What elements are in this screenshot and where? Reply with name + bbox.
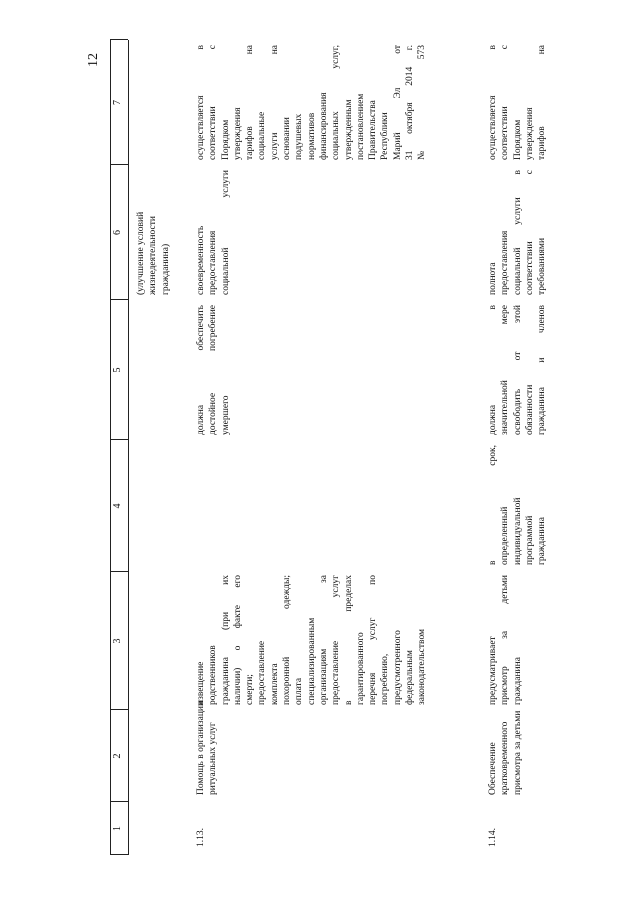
col3-line: перечня услуг по xyxy=(368,575,379,705)
col3-line: оплата xyxy=(294,677,305,705)
col6-line: соответствии с xyxy=(524,170,535,295)
col3-line: наличии) о факте его xyxy=(232,575,243,705)
col3-line: смерти; xyxy=(245,674,256,705)
col7-line: № 573 xyxy=(417,45,428,160)
col6_prev-cell xyxy=(135,170,172,295)
col2-line: Помощь в организации xyxy=(196,700,206,795)
col7-line: тарифов на xyxy=(537,45,548,160)
col5-line: умершего xyxy=(220,395,231,435)
page-number: 12 xyxy=(86,53,101,67)
col3-line: гарантированного xyxy=(355,632,366,705)
col3-line: специализированным xyxy=(306,617,317,705)
col7-line: Республики xyxy=(380,112,391,160)
col6-cell xyxy=(195,170,232,295)
col3-line: предусматривает xyxy=(488,636,498,705)
col7-line: соответствии с xyxy=(208,45,219,160)
col7-line: основании xyxy=(282,117,293,160)
col4-line: гражданина xyxy=(537,517,548,565)
col5-line: обязанности xyxy=(524,384,535,435)
header-col-2: 2 xyxy=(112,753,123,759)
col4-cell xyxy=(487,445,548,565)
col2-line: ритуальных услуг xyxy=(208,722,219,795)
col3-line: в пределах xyxy=(343,575,354,705)
col7-line: услуги на xyxy=(269,45,280,160)
col5-line: значительной мере xyxy=(500,305,511,435)
col7-line: утверждения xyxy=(232,107,243,160)
col6-line: предоставления xyxy=(208,230,219,295)
col4-line: определенный xyxy=(500,506,511,565)
col2-line: кратковременного xyxy=(500,721,511,795)
col7-line: нормативов xyxy=(306,112,317,160)
col6-line: требованиями xyxy=(537,237,548,295)
col3-cell xyxy=(487,575,524,705)
col7-line: осуществляется в xyxy=(196,45,206,160)
col7-line: Порядком xyxy=(512,119,523,160)
col3-line: законодательством xyxy=(417,628,428,705)
col6-line: социальной услуги xyxy=(220,170,231,295)
col5-line: достойное погребение xyxy=(208,305,219,435)
col6-line: предоставления xyxy=(500,230,511,295)
col3-line: присмотр за детьми xyxy=(500,575,511,705)
col5-line: должна в xyxy=(488,305,498,435)
col6-cell xyxy=(487,170,548,295)
col3-line: погребению, xyxy=(380,653,391,705)
col2-line: присмотра за детьми xyxy=(512,710,523,795)
col3-line: предусмотренного xyxy=(392,630,403,705)
col3-line: извещение xyxy=(196,661,206,705)
col6-line: полнота xyxy=(488,262,498,295)
header-bottom-border xyxy=(128,40,129,855)
col7-line: подушевых xyxy=(294,113,305,160)
header-col-1: 1 xyxy=(112,826,123,831)
col7-line: финансирования xyxy=(318,92,329,160)
col7-line: Правительства xyxy=(368,100,379,160)
col3-line: предоставление xyxy=(257,640,268,705)
col2-line: Обеспечение xyxy=(488,742,498,795)
col6_prev-line: (улучшение условий xyxy=(136,211,146,295)
col4-line: в срок, xyxy=(488,445,498,565)
col7-line: утверждения xyxy=(524,107,535,160)
col4-line: индивидуальной xyxy=(512,497,523,565)
col7-line: социальные xyxy=(257,111,268,160)
col5-cell xyxy=(487,305,548,435)
col6_prev-line: гражданина) xyxy=(160,243,171,295)
col7-line: тарифов на xyxy=(245,45,256,160)
col5-line: освободить от этой xyxy=(512,305,523,435)
col7-line: соответствии с xyxy=(500,45,511,160)
col2-cell xyxy=(487,700,524,795)
col3-line: похоронной одежды; xyxy=(282,575,293,705)
col3-line: комплекта xyxy=(269,663,280,705)
col3-cell xyxy=(195,575,429,705)
col3-line: гражданина (при их xyxy=(220,575,231,705)
col3-line: гражданина xyxy=(512,657,523,705)
num-line: 1.13. xyxy=(196,828,206,847)
num-cell xyxy=(487,805,499,847)
header-col-6: 6 xyxy=(112,230,123,235)
col7-line: осуществляется в xyxy=(488,45,498,160)
header-col-7: 7 xyxy=(112,100,123,105)
col7-line: Марий Эл от xyxy=(392,45,403,160)
col3-line: родственников xyxy=(208,645,219,705)
col7-line: утвержденным xyxy=(343,99,354,160)
col7-line: Порядком xyxy=(220,119,231,160)
col3-line: предоставление услуг xyxy=(331,575,342,705)
num-line: 1.14. xyxy=(488,828,498,847)
header-col-3: 3 xyxy=(112,638,123,644)
col4-line: программой xyxy=(524,515,535,565)
col7-line: 31 октября 2014 г. xyxy=(405,45,416,160)
col5-cell xyxy=(195,305,232,435)
col2-cell xyxy=(195,700,220,795)
header-col-4: 4 xyxy=(112,503,123,509)
col3-line: федеральным xyxy=(405,650,416,705)
num-cell xyxy=(195,805,207,847)
col6_prev-line: жизнедеятельности xyxy=(148,216,159,295)
col6-line: социальной услуги в xyxy=(512,170,523,295)
col6-line: своевременность xyxy=(196,225,206,295)
table-top-border xyxy=(110,40,111,855)
col7-cell xyxy=(195,45,429,160)
header-col-5: 5 xyxy=(112,367,123,373)
col7-line: постановлением xyxy=(355,93,366,160)
col5-line: гражданина и членов xyxy=(537,305,548,435)
col3-line: организациям за xyxy=(318,575,329,705)
col5-line: должна обеспечить xyxy=(196,305,206,435)
col7-cell xyxy=(487,45,548,160)
col7-line: социальных услуг, xyxy=(331,45,342,160)
